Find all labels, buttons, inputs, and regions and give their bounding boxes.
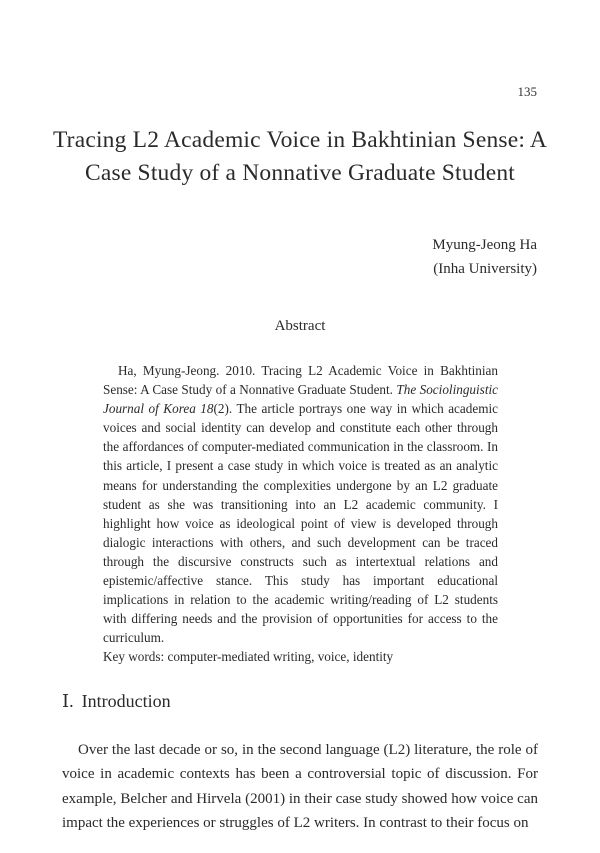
author-name: Myung-Jeong Ha [432,237,537,253]
journal-issue: (2). [213,401,237,417]
abstract-citation: Ha, Myung-Jeong. 2010. Tracing L2 Academic Voice in Bakhtinian Sense: A Case Study of a Nonnative Graduate Student. [103,363,498,398]
title-line-2: Case Study of a Nonnative Graduate Student [85,160,515,186]
section-title: Introduction [81,691,171,711]
abstract-body [103,361,498,667]
abstract-paragraph [103,361,498,647]
intro-paragraph: Over the last decade or so, in the second language (L2) literature, the role of voice in academic contexts has been a controversial topic of discussion. For example, Belcher and Hirvela (2001) in their case study showed how voice can impact the experiences or struggles of L2 writers. In contrast to their focus on [62,742,538,831]
section-number: Ⅰ. [62,691,74,711]
paper-title [40,124,560,190]
section-heading [62,691,171,712]
journal-name: The Sociolinguistic Journal of Korea 18 [103,382,498,417]
author-block [432,233,537,281]
title-line-1: Tracing L2 Academic Voice in Bakhtinian Sense: A [52,127,548,153]
keywords: Key words: computer-mediated writing, voice, identity [103,649,394,665]
intro-body [62,738,538,835]
page-number: 135 [517,84,537,99]
abstract-text: The article portrays one way in which academic voices and social identity can develop and constitute each other through the affordances of computer-mediated communication in the classroom. In this article, I present a case study in which voice is treated as an analytic means for understanding the complexities undergone by an L2 graduate student as she was transitioning into an L2 academic community. I highlight how voice as ideological point of view is developed through dialogic interactions with others, and such development can be traced through the discursive constructs such as intertextual relations and epistemic/affective stance. This study has important educational implications in relation to the academic writing/reading of L2 students with differing needs and the provision of opportunities for access to the curriculum. [103,401,498,646]
abstract-heading: Abstract [274,318,326,334]
author-affiliation: (Inha University) [433,261,537,277]
